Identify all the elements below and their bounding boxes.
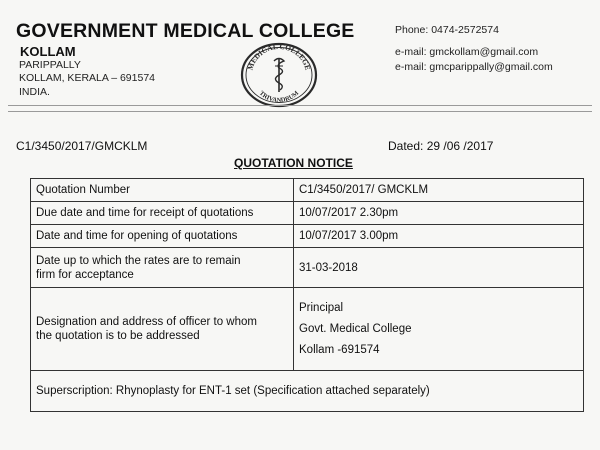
row-value [294, 288, 584, 371]
reference-number: C1/3450/2017/GMCKLM [16, 139, 148, 153]
row-label-line: Date up to which the rates are to remain [36, 254, 241, 267]
seal-bottom-text: TRIVANDRUM [257, 89, 301, 105]
address-line-3: INDIA. [19, 86, 50, 98]
row-value: C1/3450/2017/ GMCKLM [294, 179, 584, 202]
staff-of-asclepius-icon [274, 59, 284, 93]
notice-title: QUOTATION NOTICE [234, 156, 353, 170]
row-label [31, 288, 294, 371]
college-seal-logo [240, 42, 318, 108]
row-value: 10/07/2017 2.30pm [294, 202, 584, 225]
row-label: Quotation Number [31, 179, 294, 202]
header-divider-bottom [8, 111, 592, 112]
college-name: GOVERNMENT MEDICAL COLLEGE [16, 20, 355, 42]
seal-top-text: MEDICAL COLLEGE [245, 42, 313, 72]
officer-address-line: Kollam -691574 [299, 344, 380, 356]
row-label-line: firm for acceptance [36, 268, 134, 281]
row-label: Date and time for opening of quotations [31, 225, 294, 248]
phone-number: Phone: 0474-2572574 [395, 24, 499, 36]
quotation-details-table [30, 178, 584, 412]
table-row [31, 371, 584, 412]
row-value: 10/07/2017 3.00pm [294, 225, 584, 248]
table-row [31, 248, 584, 288]
table-row [31, 202, 584, 225]
row-label [31, 248, 294, 288]
row-label-line: the quotation is to be addressed [36, 330, 200, 342]
officer-address-line: Principal [299, 302, 344, 314]
row-label: Due date and time for receipt of quotations [31, 202, 294, 225]
email-secondary: e-mail: gmcparippally@gmail.com [395, 61, 553, 73]
email-primary: e-mail: gmckollam@gmail.com [395, 46, 539, 58]
table-row [31, 225, 584, 248]
row-label-line: Designation and address of officer to whom [36, 316, 257, 328]
college-city: KOLLAM [20, 44, 76, 59]
address-line-2: KOLLAM, KERALA – 691574 [19, 72, 156, 84]
header-divider-top [8, 105, 592, 106]
officer-address-line: Govt. Medical College [299, 323, 412, 335]
address-line-1: PARIPPALLY [19, 59, 81, 71]
table-row [31, 179, 584, 202]
row-value: 31-03-2018 [294, 248, 584, 288]
table-row [31, 288, 584, 371]
superscription: Superscription: Rhynoplasty for ENT-1 set (Specification attached separately) [31, 371, 584, 412]
dated: Dated: 29 /06 /2017 [388, 139, 494, 153]
